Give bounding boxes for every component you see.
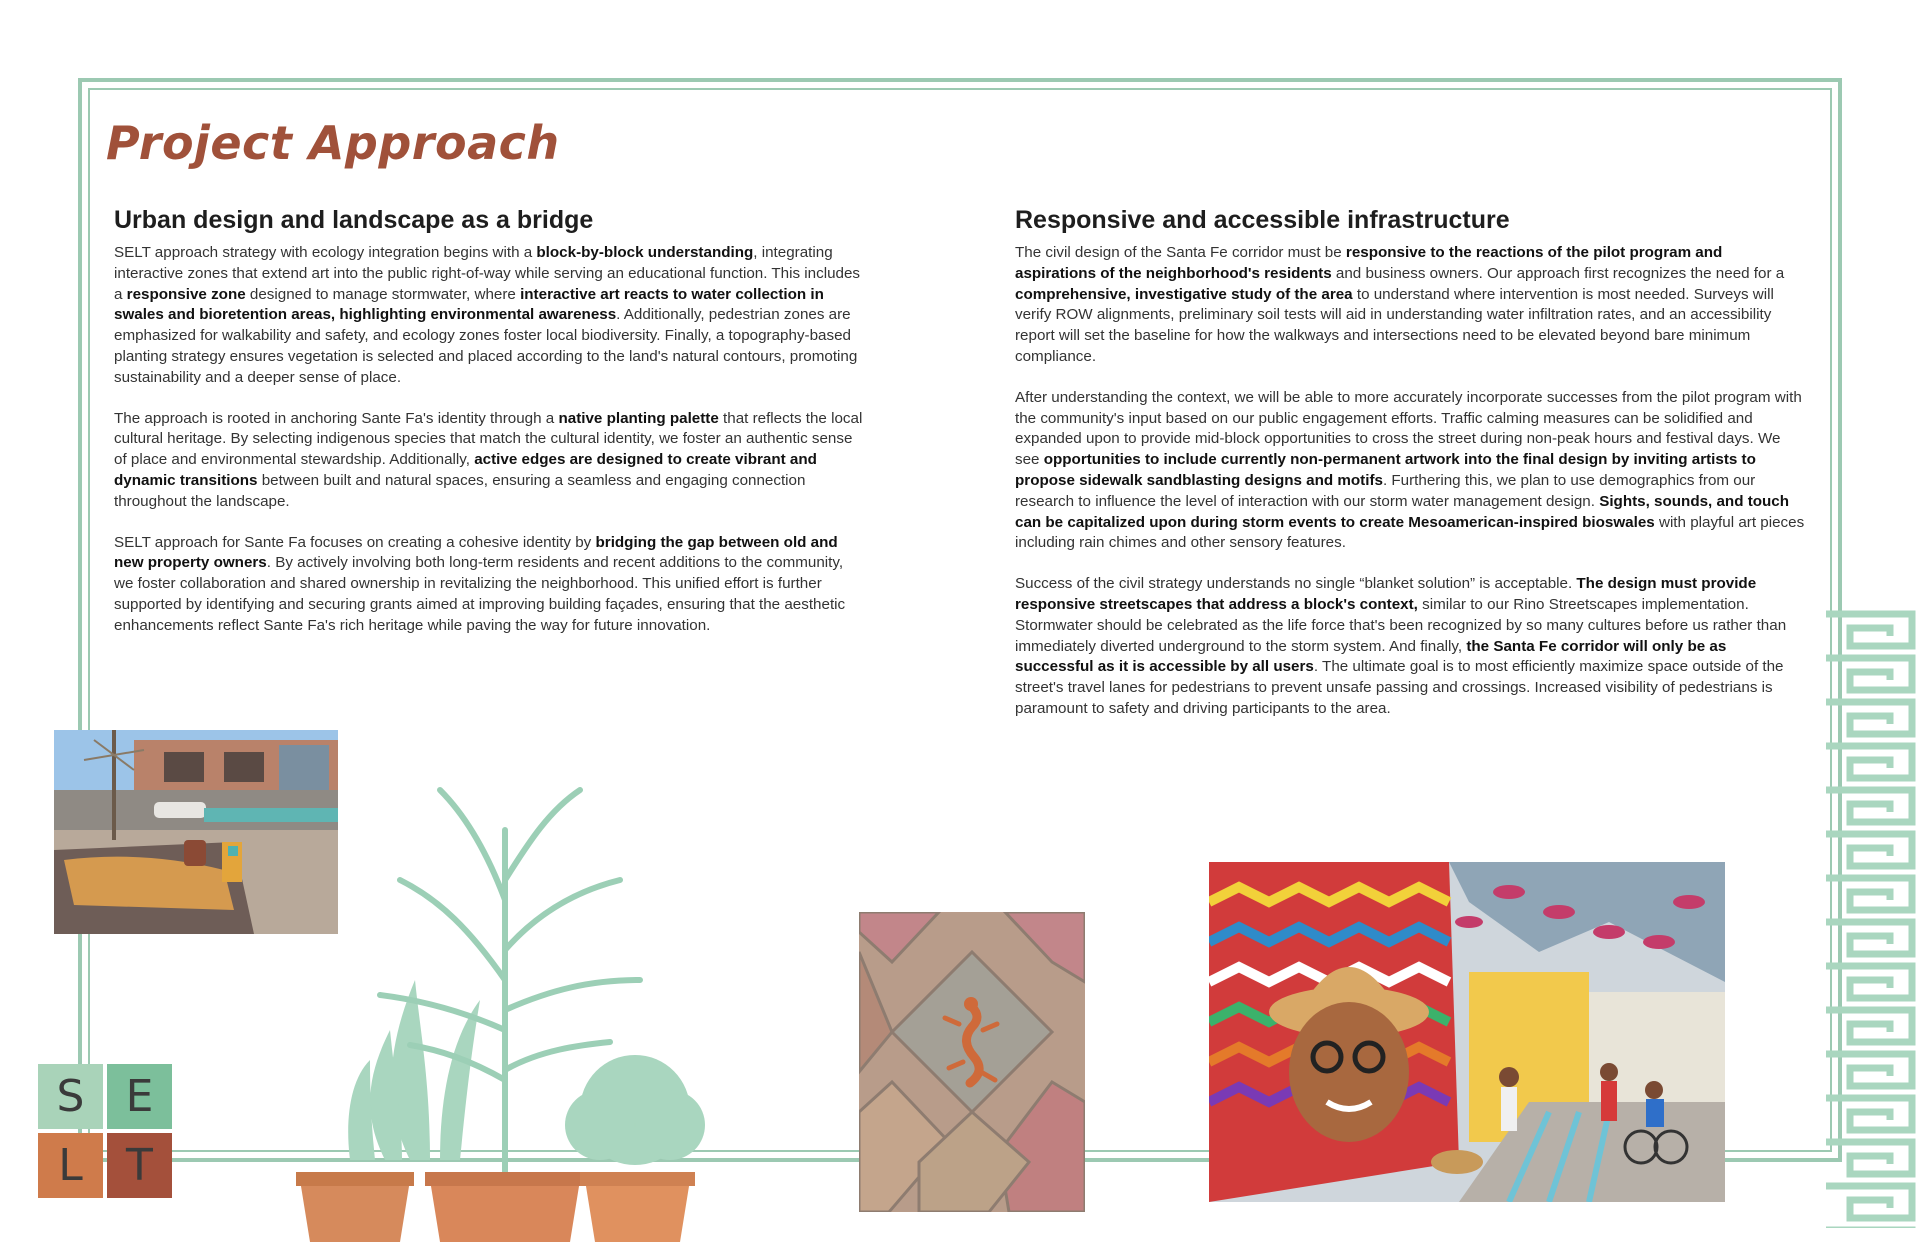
- left-column-heading: Urban design and landscape as a bridge: [114, 206, 594, 234]
- left-paragraph-3: SELT approach for Sante Fa focuses on creating a cohesive identity by bridging the gap between old and new property owners. By actively involving both long-term residents and recent additions to the community, we foster collaboration and shared ownership in revitalizing the neighborhood. This unified effort is further supported by identifying and securing grants aimed at improving building façades, ensuring that the aesthetic enhancements reflect Sante Fa's rich heritage while paving the way for future innovation.: [114, 533, 846, 634]
- gecko-tile-photo: [859, 912, 1085, 1212]
- potted-plants-illustration: [290, 780, 730, 1242]
- logo-letter-e: E: [107, 1064, 172, 1129]
- right-paragraph-1: The civil design of the Santa Fe corridor must be responsive to the reactions of the pilot program and aspirations of the neighborhood's residents and business owners. Our approach first recognizes the need for a comprehensive, investigative study of the area to understand where intervention is most needed. Surveys will verify ROW alignments, preliminary soil tests will aid in understanding water infiltration rates, and an accessibility report will set the baseline for how the walkways and intersections need to be elevated beyond bare minimum compliance.: [1015, 244, 1785, 365]
- bold-phrase: Sights, sounds, and touch can be capitalized upon during storm events to create Mesoamerican-inspired bioswales: [1015, 492, 1790, 531]
- bold-phrase: interactive art reacts to water collection in swales and bioretention areas, highlighting environmental awareness: [114, 285, 824, 324]
- left-paragraph-2: The approach is rooted in anchoring Sante Fa's identity through a native planting palette that reflects the local cultural heritage. By selecting indigenous species that match the cultural identity, we foster an authentic sense of place and environmental stewardship. Additionally, active edges are designed to create vibrant and dynamic transitions between built and natural spaces, ensuring a seamless and engaging connection throughout the landscape.: [114, 409, 863, 510]
- bold-phrase: The design must provide responsive streetscapes that address a block's context,: [1015, 575, 1757, 613]
- left-paragraph-1: SELT approach strategy with ecology integration begins with a block-by-block understanding, integrating interactive zones that extend art into the public right-of-way while serving an educational function. This includes a responsive zone designed to manage stormwater, where interactive art reacts to water collection in swales and bioretention areas, highlighting environmental awareness. Additionally, pedestrian zones are emphasized for walkability and safety, and ecology zones foster local biodiversity. Finally, a topography-based planting strategy ensures vegetation is selected and placed according to the land's natural contours, promoting sustainability and a deeper sense of place.: [114, 244, 861, 386]
- bold-phrase: comprehensive, investigative study of the area: [1015, 285, 1353, 303]
- page-title: Project Approach: [106, 116, 560, 170]
- bold-phrase: active edges are designed to create vibrant and dynamic transitions: [114, 451, 817, 489]
- bold-phrase: responsive zone: [126, 285, 246, 303]
- left-column: [114, 206, 864, 657]
- selt-logo: [38, 1064, 172, 1198]
- greek-key-border-decoration: [1820, 608, 1918, 1228]
- logo-letter-t: T: [107, 1133, 172, 1198]
- bold-phrase: responsive to the reactions of the pilot program and aspirations of the neighborhood's residents: [1015, 244, 1723, 282]
- bold-phrase: block-by-block understanding: [536, 244, 754, 261]
- mural-street-photo: [1209, 862, 1725, 1202]
- right-paragraph-3: Success of the civil strategy understands no single “blanket solution” is acceptable. The design must provide responsive streetscapes that address a block's context, similar to our Rino Streetscapes implementation. Stormwater should be celebrated as the life force that's been recognized by so many cultures before us rather than immediately diverted underground to the storm system. And finally, the Santa Fe corridor will only be as successful as it is accessible by all users. The ultimate goal is to most efficiently maximize space outside of the street's travel lanes for pedestrians to prevent unsafe passing and crossings. Increased visibility of pedestrians is paramount to safety and driving participants to the area.: [1015, 575, 1787, 717]
- bold-phrase: the Santa Fe corridor will only be as successful as it is accessible by all users: [1015, 637, 1727, 676]
- right-column-heading: Responsive and accessible infrastructure: [1015, 206, 1510, 234]
- bold-phrase: bridging the gap between old and new property owners: [114, 533, 838, 572]
- bold-phrase: opportunities to include currently non-permanent artwork into the final design by inviting artists to propose sidewalk sandblasting designs and motifs: [1015, 451, 1756, 489]
- bold-phrase: native planting palette: [558, 409, 719, 427]
- logo-letter-s: S: [38, 1064, 103, 1129]
- right-column: [1015, 206, 1807, 740]
- right-paragraph-2: After understanding the context, we will be able to more accurately incorporate successes from the pilot program with the community's input based on our public engagement efforts. Traffic calming measures can be solidified and expanded upon to provide mid-block opportunities to cross the street during non-peak hours and festival days. We see opportunities to include currently non-permanent artwork into the final design by inviting artists to propose sidewalk sandblasting designs and motifs. Furthering this, we plan to use demographics from our research to influence the level of interaction with our storm water management design. Sights, sounds, and touch can be capitalized upon during storm events to create Mesoamerican-inspired bioswales with playful art pieces including rain chimes and other sensory features.: [1015, 388, 1805, 552]
- logo-letter-l: L: [38, 1133, 103, 1198]
